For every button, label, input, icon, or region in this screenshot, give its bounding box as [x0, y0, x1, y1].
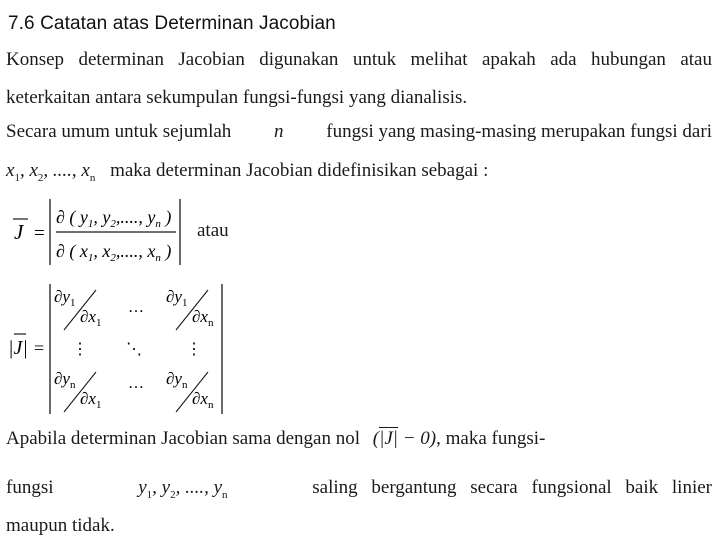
svg-text:∂yn: $\partial y_n$ — [166, 369, 188, 391]
paragraph1-line1: Konsep determinan Jacobian digunakan untuk melihat apakah ada hubungan atau — [6, 49, 712, 70]
svg-text:∂y1: $\partial y_1$ — [54, 287, 76, 309]
conclusion-line1-b: , maka fungsi- — [436, 428, 546, 449]
formula1-lhs: J — [14, 220, 24, 244]
paragraph2-line1-a: Secara umum untuk sejumlah — [6, 121, 232, 142]
conclusion-line2 — [6, 477, 712, 501]
conclusion-line2-a: fungsi — [6, 477, 54, 498]
svg-text:∂xn: $\partial x_n$ — [192, 307, 214, 329]
conclusion-line1 — [6, 428, 545, 450]
matrix-equals: = — [34, 338, 45, 358]
cell-hdots-2: … — [128, 375, 144, 392]
formula1-denominator: ∂ ( $x_1$, $x_2$,...., $x_n$ ) — [56, 241, 172, 264]
variable-n: n — [274, 121, 284, 142]
cell-dyn-dx1 — [54, 369, 101, 412]
conclusion-line3: maupun tidak. — [6, 515, 115, 536]
conclusion-line2-b: saling bergantung secara fungsional baik linier — [312, 477, 712, 498]
paragraph2-line2 — [6, 160, 488, 184]
jacobian-matrix-formula — [0, 282, 240, 416]
cell-vdots-1: ⋮ — [72, 341, 88, 358]
y-variables: $y_1$, $y_2$, ...., $y_n$ — [138, 477, 228, 501]
paragraph1-line2: keterkaitan antara sekumpulan fungsi-fungsi yang dianalisis. — [6, 87, 468, 108]
cell-dyn-dxn — [166, 369, 214, 412]
matrix-lhs: |J| — [8, 337, 28, 359]
paragraph2-line1-b: fungsi yang masing-masing merupakan fungsi dari — [326, 121, 712, 142]
cell-dy1-dx1 — [54, 287, 101, 330]
conclusion-line1-a: Apabila determinan Jacobian sama dengan nol — [6, 428, 361, 449]
cell-dy1-dxn — [166, 287, 214, 330]
svg-text:∂x1: $\partial x_1$ — [80, 307, 102, 329]
cell-ddots: ⋱ — [126, 341, 142, 358]
svg-text:∂xn: $\partial x_n$ — [192, 389, 214, 411]
page-title: 7.6 Catatan atas Determinan Jacobian — [8, 13, 336, 34]
cell-hdots-1: … — [128, 299, 144, 316]
svg-text:∂yn: $\partial y_n$ — [54, 369, 76, 391]
svg-text:∂x1: $\partial x_1$ — [80, 389, 102, 411]
connector-atau: atau — [197, 220, 229, 241]
paragraph2-line1 — [6, 121, 712, 143]
paragraph2-line2-text: maka determinan Jacobian didefinisikan sebagai : — [110, 160, 489, 181]
x-variables: $x_1$, $x_2$, ...., $x_n$ — [6, 160, 96, 184]
cell-vdots-2: ⋮ — [186, 341, 202, 358]
zero-condition-formula: (|J| − 0) — [372, 428, 437, 449]
formula1-equals: = — [34, 223, 45, 244]
svg-text:∂y1: $\partial y_1$ — [166, 287, 188, 309]
formula1-numerator: ∂ ( $y_1$, $y_2$,...., $y_n$ ) — [56, 207, 172, 230]
